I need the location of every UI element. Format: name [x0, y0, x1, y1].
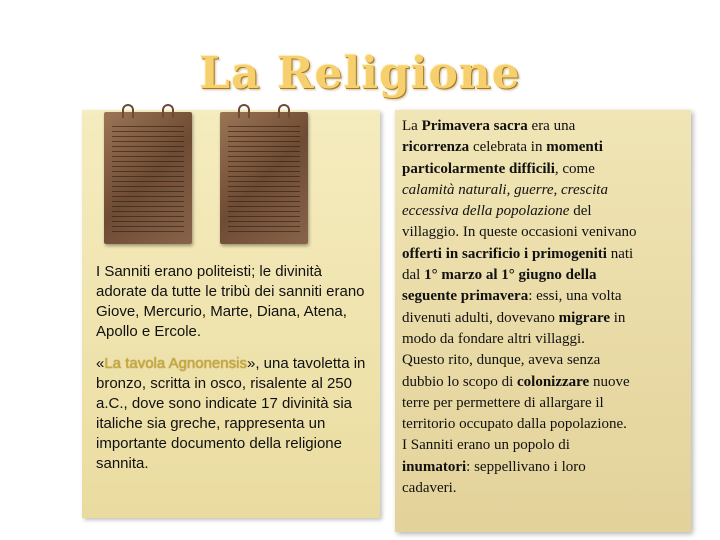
text-line: dal 1° marzo al 1° giugno della: [402, 267, 597, 284]
text-line: Questo rito, dunque, aveva senza: [402, 352, 601, 369]
text-line: calamità naturali, guerre, crescita: [402, 181, 608, 198]
page-title: La Religione: [199, 48, 521, 99]
text-line: cadaveri.: [402, 480, 457, 497]
text-line: villaggio. In queste occasioni venivano: [402, 224, 637, 241]
right-content-panel: [395, 110, 691, 532]
paragraph-politeisti: I Sanniti erano politeisti; le divinità adorate da tutte le tribù dei sanniti erano Giove, Mercurio, Marte, Diana, Atena, Apollo e Ercole.: [96, 263, 365, 340]
right-text-block: [402, 116, 686, 499]
text-line: particolarmente difficili, come: [402, 160, 595, 177]
left-text-block: [96, 262, 372, 486]
text-line: La Primavera sacra era una: [402, 118, 576, 134]
paragraph-tavola: «La tavola Agnonensis», una tavoletta in bronzo, scritta in osco, risalente al 250 a.C., dove sono indicate 17 divinità sia italiche sia greche, rappresenta un importante documento della religione sannita.: [96, 355, 366, 472]
text-line: modo da fondare altri villaggi.: [402, 330, 585, 347]
tavola-agnonensis-link[interactable]: La tavola Agnonensis: [104, 355, 247, 372]
text-line: I Sanniti erano un popolo di: [402, 437, 570, 454]
text-line: offerti in sacrificio i primogeniti nati: [402, 245, 634, 262]
bronze-tablet-image-right: [220, 112, 308, 244]
text-line: terre per permettere di allargare il: [402, 394, 604, 411]
text-line: ricorrenza celebrata in momenti: [402, 139, 603, 156]
text-line: inumatori: seppellivano i loro: [402, 458, 586, 475]
text-line: territorio occupato dalla popolazione.: [402, 416, 627, 433]
text-line: seguente primavera: essi, una volta: [402, 288, 622, 305]
bronze-tablet-image-left: [104, 112, 192, 244]
left-content-panel: [82, 110, 380, 518]
text-line: divenuti adulti, dovevano migrare in: [402, 309, 626, 326]
text-line: eccessiva della popolazione del: [402, 203, 592, 220]
text-line: dubbio lo scopo di colonizzare nuove: [402, 373, 630, 390]
